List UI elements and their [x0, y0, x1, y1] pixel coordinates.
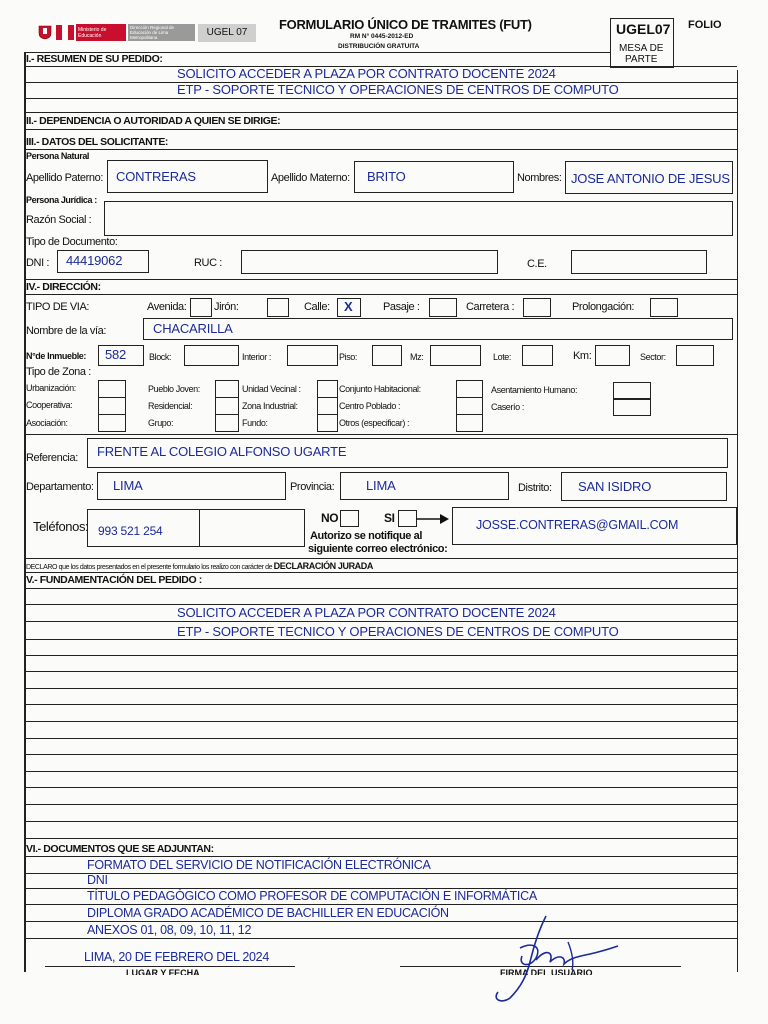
grupo-label: Grupo:	[148, 418, 174, 428]
section-5-title: V.- FUNDAMENTACIÓN DEL PEDIDO :	[26, 574, 202, 586]
form-title: FORMULARIO ÚNICO DE TRAMITES (FUT)	[279, 17, 532, 32]
caserio-label: Caserío :	[491, 402, 524, 412]
doc-item: TÍTULO PEDAGÓGICO COMO PROFESOR DE COMPUTACIÓN E INFORMÁTICA	[87, 889, 537, 903]
nombres-value: JOSE ANTONIO DE JESUS	[571, 171, 730, 186]
autorizo-line-2: siguiente correo electrónico:	[308, 543, 448, 555]
ugel-badge: UGEL 07	[198, 24, 256, 42]
tipo-documento-label: Tipo de Documento:	[26, 236, 118, 248]
signature-image	[480, 912, 620, 1006]
persona-natural-label: Persona Natural	[26, 151, 90, 161]
block-label: Block:	[149, 352, 172, 362]
lugar-fecha-line	[45, 966, 295, 967]
km-label: Km:	[573, 350, 592, 362]
firma-caption: FIRMA DEL USUARIO	[500, 968, 593, 975]
inmueble-value: 582	[105, 347, 127, 362]
tipo-via-label: TIPO DE VIA:	[26, 301, 90, 313]
section-2-title: II.- DEPENDENCIA O AUTORIDAD A QUIEN SE DIRIGE:	[26, 115, 281, 127]
piso-label: Piso:	[339, 352, 358, 362]
persona-juridica-label: Persona Jurídica :	[26, 195, 97, 205]
departamento-value: LIMA	[113, 478, 143, 493]
direction-label: Dirección Regional de Educación de Lima Metropolitana	[128, 24, 195, 41]
nombre-via-label: Nombre de la vía:	[26, 325, 107, 337]
fundo-label: Fundo:	[242, 418, 268, 428]
asentamiento-checkbox[interactable]	[613, 382, 651, 399]
mesa-de-parte-box	[610, 18, 674, 68]
doc-item: FORMATO DEL SERVICIO DE NOTIFICACIÓN ELECTRÓNICA	[87, 858, 431, 872]
rm-number: RM N° 0445-2012-ED	[350, 33, 414, 40]
residencial-checkbox[interactable]	[215, 397, 239, 415]
arrow-right-icon	[416, 512, 450, 526]
summary-line-1: SOLICITO ACCEDER A PLAZA POR CONTRATO DOCENTE 2024	[177, 66, 556, 81]
section-1-title: I.- RESUMEN DE SU PEDIDO:	[26, 53, 163, 65]
dni-label: DNI :	[26, 257, 50, 269]
grupo-checkbox[interactable]	[215, 414, 239, 432]
ce-label: C.E.	[527, 258, 547, 270]
ugel-box-label: UGEL07	[616, 21, 671, 37]
sector-label: Sector:	[640, 352, 666, 362]
jiron-checkbox[interactable]	[267, 298, 289, 317]
doc-item: DNI	[87, 873, 108, 887]
mz-label: Mz:	[410, 352, 424, 362]
inmueble-label: N°de Inmueble:	[26, 351, 87, 361]
interior-label: Interior :	[242, 352, 272, 362]
mesa-label: MESA DE	[619, 43, 664, 54]
distrito-label: Distrito:	[518, 482, 552, 494]
caserio-checkbox[interactable]	[613, 399, 651, 416]
residencial-label: Residencial:	[148, 401, 193, 411]
calle-mark: X	[344, 299, 353, 314]
peru-flag-icon	[56, 25, 74, 40]
telefono-value: 993 521 254	[98, 524, 163, 538]
doc-item: DIPLOMA GRADO ACADÉMICO DE BACHILLER EN EDUCACIÓN	[87, 906, 449, 920]
provincia-label: Provincia:	[290, 481, 335, 493]
pasaje-label: Pasaje :	[383, 301, 420, 313]
parte-label: PARTE	[625, 54, 658, 65]
unidad-vecinal-checkbox[interactable]	[317, 380, 338, 398]
otros-label: Otros (especificar) :	[339, 418, 410, 428]
no-label: NO	[321, 511, 339, 525]
section-3-title: III.- DATOS DEL SOLICITANTE:	[26, 136, 169, 148]
sector-field[interactable]	[676, 345, 714, 366]
ministry-label: Ministerio de Educación	[76, 24, 126, 41]
conjunto-label: Conjunto Habitacional:	[339, 384, 421, 394]
email-value: JOSSE.CONTRERAS@GMAIL.COM	[476, 518, 679, 532]
nombre-via-value: CHACARILLA	[153, 321, 233, 336]
fundamento-line-2: ETP - SOPORTE TECNICO Y OPERACIONES DE CENTROS DE COMPUTO	[177, 624, 619, 639]
telefono-field-2[interactable]	[199, 509, 305, 547]
telefonos-label: Teléfonos:	[33, 519, 89, 534]
unidad-vecinal-label: Unidad Vecinal :	[242, 384, 301, 394]
asentamiento-label: Asentamiento Humano:	[491, 385, 578, 395]
departamento-label: Departamento:	[26, 481, 94, 493]
si-label: SI	[384, 511, 395, 525]
nombres-label: Nombres:	[517, 172, 562, 184]
autorizo-line-1: Autorizo se notifique al	[310, 530, 423, 542]
apellido-paterno-label: Apellido Paterno:	[26, 172, 103, 184]
apellido-materno-label: Apellido Materno:	[271, 172, 350, 184]
apellido-materno-value: BRITO	[367, 169, 406, 184]
mz-field[interactable]	[430, 345, 481, 366]
conjunto-checkbox[interactable]	[456, 380, 483, 398]
prolongacion-checkbox[interactable]	[650, 298, 678, 317]
jiron-label: Jirón:	[214, 301, 239, 313]
declaro-prefix: DECLARO que los datos presentados en el presente formulario los realizo con carácter de	[26, 564, 274, 571]
pasaje-checkbox[interactable]	[429, 298, 457, 317]
razon-social-field[interactable]	[104, 201, 733, 236]
urbanizacion-checkbox[interactable]	[98, 380, 126, 398]
no-checkbox[interactable]	[340, 510, 359, 527]
pueblo-joven-label: Pueblo Joven:	[148, 384, 200, 394]
urbanizacion-label: Urbanización:	[26, 383, 76, 393]
zona-industrial-checkbox[interactable]	[317, 397, 338, 415]
declaro-text	[26, 561, 373, 571]
carretera-label: Carretera :	[466, 301, 515, 313]
section-4-title: IV.- DIRECCIÓN:	[26, 281, 101, 293]
ce-field[interactable]	[571, 250, 707, 274]
dni-value: 44419062	[66, 253, 123, 268]
centro-poblado-checkbox[interactable]	[456, 397, 483, 415]
cooperativa-label: Cooperativa:	[26, 400, 73, 410]
peru-shield-icon	[37, 25, 53, 40]
provincia-value: LIMA	[366, 478, 396, 493]
folio-label: FOLIO	[688, 19, 722, 31]
asociacion-checkbox[interactable]	[98, 414, 126, 432]
fundamento-line-1: SOLICITO ACCEDER A PLAZA POR CONTRATO DOCENTE 2024	[177, 605, 556, 620]
pueblo-joven-checkbox[interactable]	[215, 380, 239, 398]
otros-checkbox[interactable]	[456, 414, 483, 432]
lote-label: Lote:	[493, 352, 512, 362]
block-field[interactable]	[184, 345, 239, 366]
apellido-paterno-value: CONTRERAS	[116, 169, 196, 184]
declaro-bold: DECLARACIÓN JURADA	[273, 561, 373, 571]
km-field[interactable]	[595, 345, 630, 366]
referencia-label: Referencia:	[26, 452, 78, 464]
ruc-field[interactable]	[241, 250, 498, 274]
interior-field[interactable]	[287, 345, 338, 366]
asociacion-label: Asociación:	[26, 418, 68, 428]
tipo-zona-label: Tipo de Zona :	[26, 366, 91, 378]
referencia-value: FRENTE AL COLEGIO ALFONSO UGARTE	[97, 444, 347, 459]
doc-item: ANEXOS 01, 08, 09, 10, 11, 12	[87, 923, 252, 937]
summary-line-2: ETP - SOPORTE TECNICO Y OPERACIONES DE CENTROS DE COMPUTO	[177, 82, 619, 97]
lugar-fecha-caption: LUGAR Y FECHA	[126, 968, 200, 975]
lote-field[interactable]	[522, 345, 553, 366]
fundo-checkbox[interactable]	[317, 414, 338, 432]
distribution-note: DISTRIBUCIÓN GRATUITA	[338, 43, 420, 50]
avenida-checkbox[interactable]	[190, 298, 212, 317]
carretera-checkbox[interactable]	[523, 298, 551, 317]
section-6-title: VI.- DOCUMENTOS QUE SE ADJUNTAN:	[26, 843, 214, 855]
calle-label: Calle:	[304, 301, 330, 313]
si-checkbox[interactable]	[398, 510, 417, 527]
avenida-label: Avenida:	[147, 301, 187, 313]
zona-industrial-label: Zona Industrial:	[242, 401, 298, 411]
distrito-value: SAN ISIDRO	[578, 479, 652, 494]
cooperativa-checkbox[interactable]	[98, 397, 126, 415]
piso-field[interactable]	[372, 345, 402, 366]
centro-poblado-label: Centro Poblado :	[339, 401, 401, 411]
logo-block	[37, 24, 195, 42]
prolongacion-label: Prolongación:	[572, 301, 635, 313]
razon-social-label: Razón Social :	[26, 214, 92, 226]
lugar-fecha-value: LIMA, 20 DE FEBRERO DEL 2024	[84, 950, 269, 964]
ruc-label: RUC :	[194, 257, 222, 269]
